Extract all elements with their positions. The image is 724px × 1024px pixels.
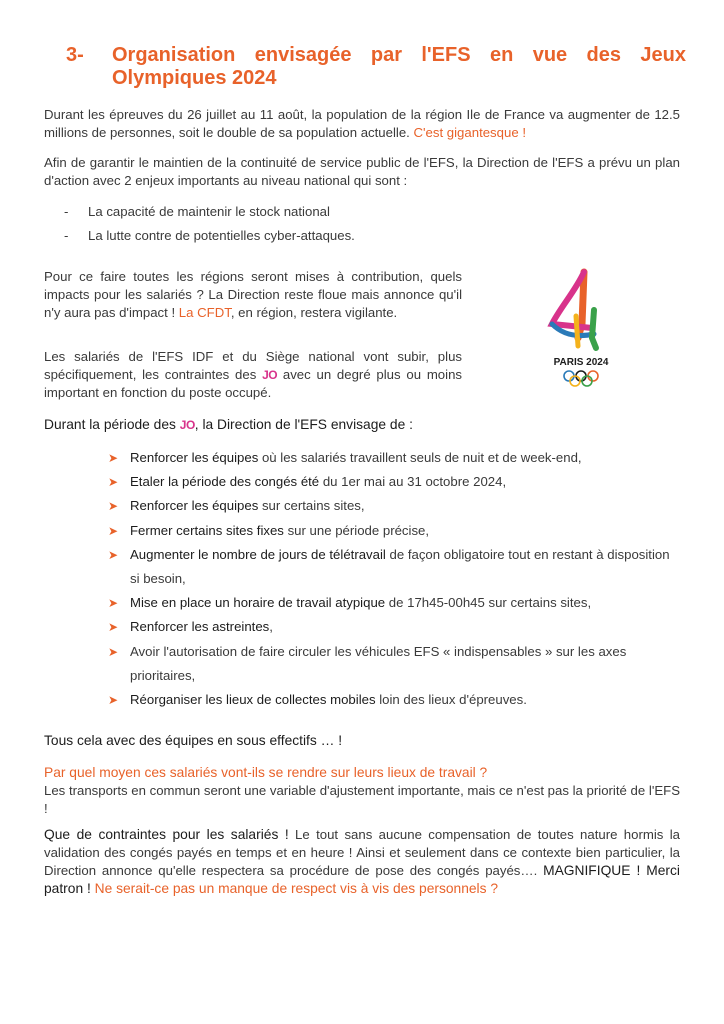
actions-list [108, 446, 680, 712]
list-item: ➤ Renforcer les équipes sur certains sites, [108, 494, 680, 518]
intro-highlight: C'est gigantesque ! [413, 125, 526, 140]
list-item: ➤ Mise en place un horaire de travail atypique de 17h45-00h45 sur certains sites, [108, 591, 680, 615]
closing-lead: Que de contraintes pour les salariés ! [44, 827, 289, 842]
list-item: ➤ Fermer certains sites fixes sur une période précise, [108, 519, 680, 543]
arrow-bullet-icon: ➤ [108, 644, 119, 659]
list-item: ➤ Renforcer les équipes où les salariés travaillent seuls de nuit et de week-end, [108, 446, 680, 470]
arrow-bullet-icon: ➤ [108, 499, 119, 514]
actions-intro: Durant la période des JO, la Direction de l'EFS envisage de : [44, 417, 413, 432]
section-heading [66, 44, 686, 90]
arrow-bullet-icon: ➤ [108, 523, 119, 538]
list-item: ➤ Renforcer les astreintes, [108, 615, 680, 639]
list-item: ➤ Augmenter le nombre de jours de télétravail de façon obligatoire tout en restant à disposition si besoin, [108, 543, 680, 591]
section-number: 3- [66, 44, 84, 66]
transport-question: Par quel moyen ces salariés vont-ils se rendre sur leurs lieux de travail ? [44, 765, 488, 780]
list-item: - La capacité de maintenir le stock national [64, 204, 330, 219]
intro-text: Durant les épreuves du 26 juillet au 11 août, la population de la région Ile de France va augmenter de 12.5 millions de personnes, soit le double de sa population actuelle. [44, 107, 680, 140]
list-item: - La lutte contre de potentielles cyber-attaques. [64, 228, 355, 243]
arrow-bullet-icon: ➤ [108, 596, 119, 611]
arrow-bullet-icon: ➤ [108, 547, 119, 562]
regions-paragraph: Pour ce faire toutes les régions seront mises à contribution, quels impacts pour les salariés ? La Direction reste floue mais annonce qu'il n'y aura pas d'impact ! La CFDT, en région, restera vigilante. [44, 269, 462, 320]
intro-paragraph [44, 106, 680, 142]
plan-paragraph: Afin de garantir le maintien de la continuité de service public de l'EFS, la Direction de l'EFS a prévu un plan d'action avec 2 enjeux importants au niveau national qui sont : [44, 155, 680, 188]
jo-logo-icon: JO [262, 368, 278, 382]
jo-logo-icon: JO [179, 418, 195, 432]
arrow-bullet-icon: ➤ [108, 620, 119, 635]
transport-paragraph [44, 764, 680, 818]
list-item: ➤ Avoir l'autorisation de faire circuler les véhicules EFS « indispensables » sur les axes prioritaires, [108, 640, 680, 688]
section-title: Organisation envisagée par l'EFS en vue des Jeux Olympiques 2024 [112, 44, 686, 89]
list-item: ➤ Etaler la période des congés été du 1er mai au 31 octobre 2024, [108, 470, 680, 494]
plan-list [64, 200, 664, 248]
paris-2024-emblem-icon [536, 268, 626, 392]
arrow-bullet-icon: ➤ [108, 451, 119, 465]
arrow-bullet-icon: ➤ [108, 475, 119, 490]
list-item: ➤ Réorganiser les lieux de collectes mobiles loin des lieux d'épreuves. [108, 688, 680, 712]
closing-paragraph: Que de contraintes pour les salariés ! Le tout sans aucune compensation de toutes nature hormis la validation des congés payés en temps et en heure ! Ainsi et seulement dans ce contexte bien particulier, la Direction annonce qu'elle respectera sa procédure de pose des congés payés…. MAGNIFIQUE ! Merci patron ! Ne serait-ce pas un manque de respect vis à vis des personnels ? [44, 827, 680, 896]
logo-label: PARIS 2024 [553, 357, 609, 368]
transport-text: Les transports en commun seront une variable d'ajustement importante, mais ce n'est pas la priorité de l'EFS ! [44, 783, 680, 816]
arrow-bullet-icon: ➤ [108, 693, 119, 708]
closing-exclaim: MAGNIFIQUE ! Merci patron ! [44, 863, 680, 896]
cfdt-highlight: La CFDT [178, 305, 231, 320]
staff-paragraph: Les salariés de l'EFS IDF et du Siège national vont subir, plus spécifiquement, les contraintes des JO avec un degré plus ou moins important en fonction du poste occupé. [44, 349, 462, 400]
paris-2024-logo [536, 268, 626, 392]
closing-question: Ne serait-ce pas un manque de respect vis à vis des personnels ? [90, 881, 499, 896]
understaffed-note: Tous cela avec des équipes en sous effectifs … ! [44, 733, 343, 748]
